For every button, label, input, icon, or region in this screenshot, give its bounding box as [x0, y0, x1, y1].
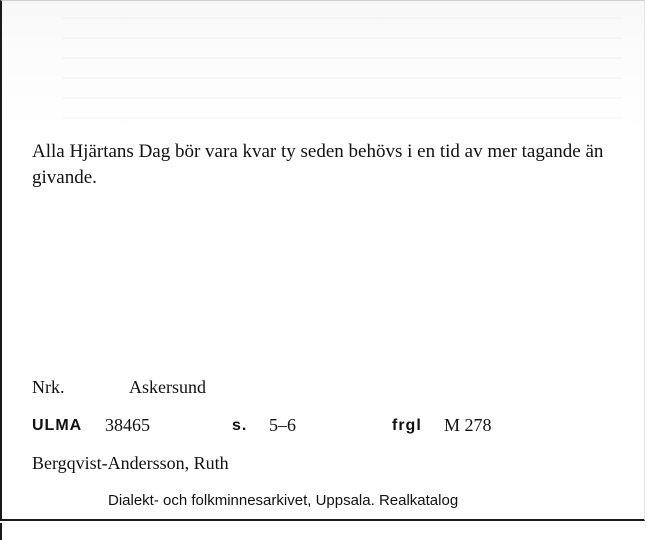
nrk-label: Nrk. — [32, 377, 65, 397]
frgl-value: M 278 — [444, 415, 492, 435]
ulma-label: ULMA — [32, 417, 83, 434]
show-through-text — [62, 9, 622, 119]
page-value: 5–6 — [269, 415, 296, 435]
archive-footer: Dialekt- och folkminnesarkivet, Uppsala. Realkatalog — [108, 492, 459, 509]
author-name: Bergqvist-Andersson, Ruth — [32, 453, 229, 473]
frgl-label: frgl — [392, 417, 422, 434]
nrk-value: Askersund — [129, 377, 206, 397]
card-body-text: Alla Hjärtans Dag bör vara kvar ty seden behövs i en tid av mer tagande än givande. — [32, 141, 604, 188]
nrk-row — [32, 377, 206, 398]
ulma-value: 38465 — [105, 415, 150, 435]
page-label: s. — [232, 417, 248, 434]
card-bottom-edge — [0, 523, 647, 540]
